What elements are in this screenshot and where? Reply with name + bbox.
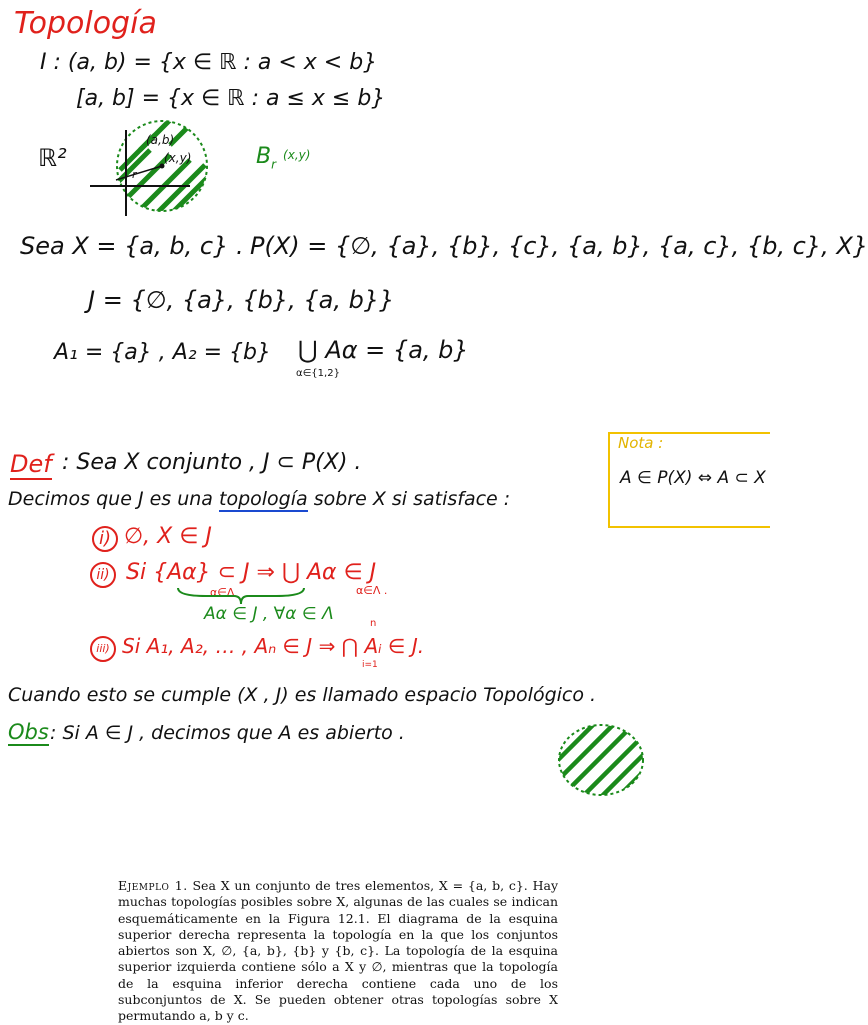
side-note-text: A ∈ P(X) ⇔ A ⊂ X xyxy=(620,468,766,488)
item2-index-left: α∈Λ xyxy=(210,586,235,599)
set-x-def: Sea X = {a, b, c} . xyxy=(20,232,244,260)
topology-example: J = {∅, {a}, {b}, {a, b}} xyxy=(88,286,395,314)
side-note-title: Nota : xyxy=(618,434,664,452)
obs-text: : Si A ∈ J , decimos que A es abierto . xyxy=(50,722,405,744)
ball-label xyxy=(256,144,310,171)
item1-marker: i) xyxy=(92,526,118,552)
item1-axiom: ∅, X ∈ J xyxy=(124,524,212,549)
item2-index-right: α∈Λ . xyxy=(356,584,388,597)
definition-label xyxy=(10,450,52,478)
item2-axiom: Si {Aα} ⊂ J ⇒ ⋃ Aα ∈ J xyxy=(126,560,377,585)
r2-label: ℝ² xyxy=(38,144,67,172)
example-heading: Ejemplo 1. xyxy=(118,878,188,893)
sets-a1-a2: A₁ = {a} , A₂ = {b} xyxy=(54,340,271,365)
label-r: r xyxy=(132,168,137,181)
side-note-box xyxy=(608,432,770,528)
item3-lower: i=1 xyxy=(362,660,378,670)
power-set-def: P(X) = {∅, {a}, {b}, {c}, {a, b}, {a, c}, {b, c}, X} xyxy=(250,232,868,260)
page-title: Topología xyxy=(14,6,157,41)
item3-marker: iii) xyxy=(90,636,116,662)
def-word: Def xyxy=(10,450,52,478)
item2-brace-note: Aα ∈ J , ∀α ∈ Λ xyxy=(204,604,334,624)
ball-letter: B xyxy=(256,144,272,169)
topologia-word: topología xyxy=(219,488,308,510)
definition-text: : Sea X conjunto , J ⊂ P(X) . xyxy=(62,450,362,475)
open-set-sketch xyxy=(556,722,646,798)
decimos-start: Decimos que J es una xyxy=(8,488,219,510)
union-expression: ⋃ Aα = {a, b} xyxy=(298,336,469,364)
example-body: Sea X un conjunto de tres elementos, X = {a, b, c}. Hay muchas topologías posibles sobre X, algunas de las cuales se indican esquemáticamente en la Figura 12.1. El diagrama de la esquina superior derecha representa la topología en la que los conjuntos abiertos son X, ∅, {a, b}, {b} y {b, c}. La topología de la esquina superior izquierda contiene sólo a X y ∅, mientras que la topología de la esquina inferior derecha contiene cada uno de los subconjuntos de X. Se pueden obtener otras topologías sobre X permutando a, b y c. xyxy=(118,878,559,1024)
decimos-end: sobre X si satisface : xyxy=(307,488,511,510)
ball-subscript: r xyxy=(271,157,277,172)
open-ball-figure xyxy=(80,120,220,220)
item3-axiom: Si A₁, A₂, … , Aₙ ∈ J ⇒ ⋂ Aᵢ ∈ J. xyxy=(122,634,425,658)
book-excerpt xyxy=(118,878,558,1025)
label-xy: (x,y) xyxy=(164,151,192,165)
label-ab: (a,b) xyxy=(146,133,175,147)
ball-argument: (x,y) xyxy=(283,148,311,162)
union-index: α∈{1,2} xyxy=(296,368,340,379)
item3-upper: n xyxy=(370,618,377,629)
obs-label xyxy=(8,720,49,744)
obs-word: Obs xyxy=(8,720,49,744)
item2-brace xyxy=(176,586,306,606)
decimos-line xyxy=(8,488,510,510)
closed-interval-def: [a, b] = {x ∈ ℝ : a ≤ x ≤ b} xyxy=(76,86,386,111)
item2-marker: ii) xyxy=(90,562,116,588)
open-interval-def: I : (a, b) = {x ∈ ℝ : a < x < b} xyxy=(40,50,378,75)
topological-space-line: Cuando esto se cumple (X , J) es llamado espacio Topológico . xyxy=(8,684,597,706)
